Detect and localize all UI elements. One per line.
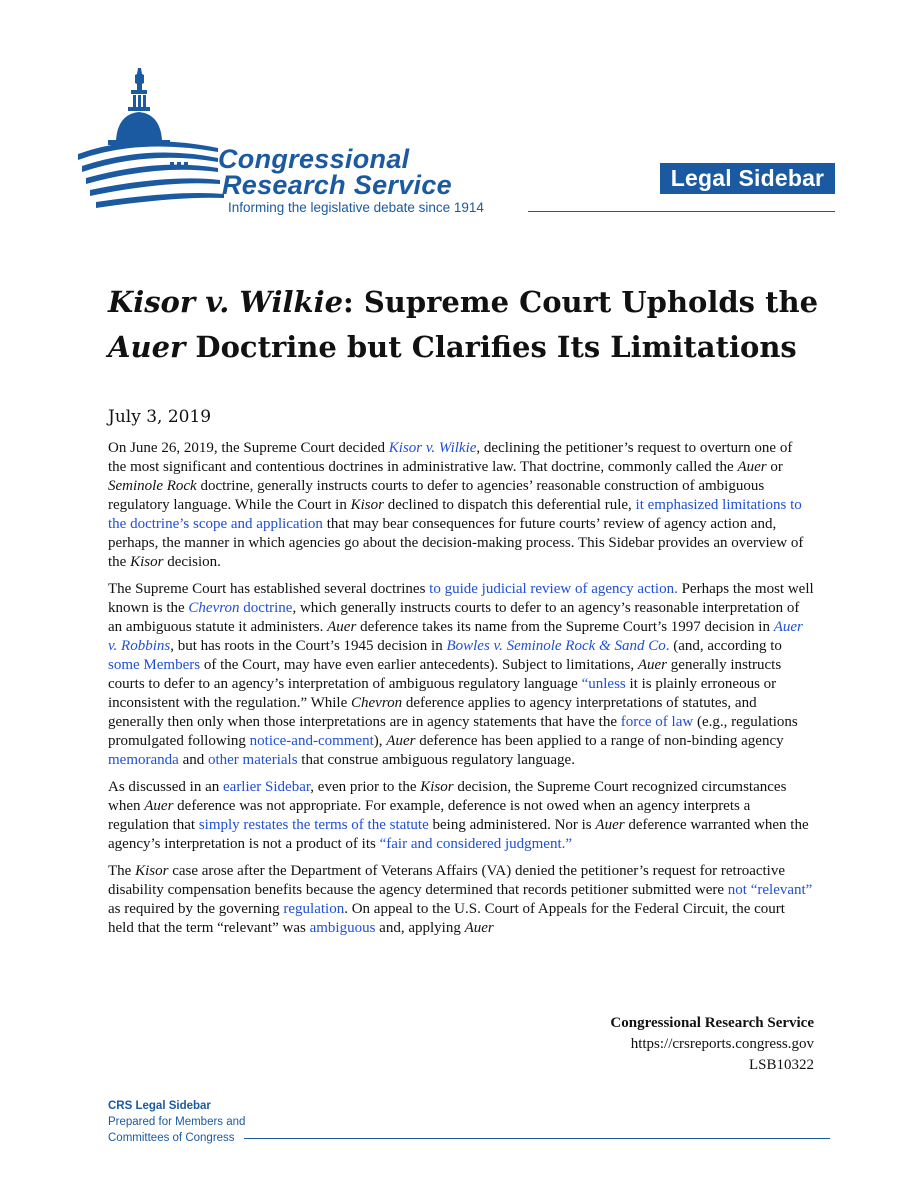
inline-link[interactable]: Auer v. Robbins	[108, 619, 803, 654]
text-run: deference applies to agency interpretations of statutes, and generally then only when those interpretations are in agency statements that have the	[108, 695, 757, 730]
footer-divider	[244, 1138, 830, 1139]
inline-link[interactable]: other materials	[207, 752, 298, 768]
text-run: and, applying	[375, 920, 465, 936]
series-label	[108, 1098, 245, 1146]
text-run: deference takes its name from the Supreme Court’s 1997 decision in	[356, 619, 774, 635]
title-text-1: : Supreme Court Upholds the	[343, 285, 819, 319]
text-run: Kisor	[130, 554, 164, 570]
text-run: that construe ambiguous regulatory language.	[297, 752, 575, 768]
text-run: it is plainly erroneous or inconsistent with the regulation.” While	[108, 676, 777, 711]
inline-link[interactable]: notice-and-comment	[249, 733, 374, 749]
page-title	[108, 280, 828, 370]
text-run: Auer	[595, 817, 625, 833]
header-divider	[528, 211, 835, 212]
series-title: CRS Legal Sidebar	[108, 1100, 211, 1112]
text-run: Auer	[737, 459, 767, 475]
text-run: Kisor	[420, 779, 454, 795]
text-run: The	[108, 863, 136, 879]
text-run: Auer	[464, 920, 494, 936]
text-run: Auer	[637, 657, 668, 673]
text-run: . On appeal to the U.S. Court of Appeals for the Federal Circuit, the court held that the term “relevant” was	[108, 901, 785, 936]
text-run: doctrine, generally instructs courts to defer to agencies’ reasonable construction of ambiguous regulatory language. While the Court in	[108, 478, 765, 513]
text-run: , which generally instructs courts to defer to an agency’s reasonable interpretation of an ambiguous statute it administers.	[108, 600, 800, 635]
org-tagline: Informing the legislative debate since 1914	[228, 200, 484, 215]
text-run: decision, the Supreme Court recognized circumstances when	[108, 779, 787, 814]
inline-link[interactable]: to guide judicial review of agency action.	[429, 581, 678, 597]
inline-link[interactable]: Bowles v. Seminole Rock & Sand Co	[446, 638, 666, 654]
inline-link[interactable]: doctrine	[239, 600, 293, 616]
text-run: ),	[373, 733, 387, 749]
series-subtitle-2: Committees of Congress	[108, 1132, 235, 1144]
text-run: and	[178, 752, 208, 768]
inline-link[interactable]: Chevron	[188, 600, 240, 616]
inline-link[interactable]: earlier Sidebar	[223, 779, 311, 795]
footer-org: Congressional Research Service	[610, 1015, 814, 1031]
title-case-name: Kisor v. Wilkie	[108, 285, 344, 319]
text-run: The Supreme Court has established several doctrines	[108, 581, 430, 597]
inline-link[interactable]: memoranda	[108, 752, 179, 768]
report-footer	[610, 1013, 814, 1076]
text-run: Kisor	[350, 497, 384, 513]
text-run: (and, according to	[669, 638, 782, 654]
text-run: , even prior to the	[310, 779, 421, 795]
text-run: Auer	[144, 798, 174, 814]
text-run: or	[766, 459, 783, 475]
title-doctrine-name: Auer	[108, 330, 186, 364]
inline-link[interactable]: “fair and considered judgment.”	[379, 836, 573, 852]
text-run: Chevron	[351, 695, 403, 711]
publication-date: July 3, 2019	[108, 407, 212, 427]
inline-link[interactable]: Kisor v. Wilkie	[388, 440, 477, 456]
inline-link[interactable]: not “relevant”	[727, 882, 813, 898]
article-body	[108, 439, 814, 946]
text-run: of the Court, may have even earlier antecedents). Subject to limitations,	[200, 657, 638, 673]
text-run: case arose after the Department of Veterans Affairs (VA) denied the petitioner’s request for retroactive disability compensation benefits because the agency determined that records petitioner submitted were	[108, 863, 785, 898]
paragraph	[108, 439, 814, 572]
text-run: Auer	[327, 619, 357, 635]
org-name-line1: Congressional	[218, 144, 410, 174]
paragraph	[108, 778, 814, 854]
legal-sidebar-badge: Legal Sidebar	[660, 163, 835, 194]
text-run: decision.	[163, 554, 221, 570]
footer-url[interactable]: https://crsreports.congress.gov	[630, 1036, 814, 1052]
text-run: as required by the governing	[108, 901, 284, 917]
footer-report-id: LSB10322	[748, 1057, 814, 1073]
inline-link[interactable]: .	[665, 638, 670, 654]
text-run: , but has roots in the Court’s 1945 decision in	[170, 638, 447, 654]
text-run: declined to dispatch this deferential rule,	[383, 497, 636, 513]
inline-link[interactable]: simply restates the terms of the statute	[198, 817, 429, 833]
text-run: generally instructs courts to defer to an agency’s interpretation of ambiguous regulatory language	[108, 657, 782, 692]
text-run: deference was not appropriate. For example, deference is not owed when an agency interprets a regulation that	[108, 798, 751, 833]
text-run: Kisor	[135, 863, 169, 879]
text-run: that may bear consequences for future courts’ review of agency action and, perhaps, the manner in which agencies go about the decision-making process. This Sidebar provides an overview of the	[108, 516, 804, 570]
text-run: Perhaps the most well known is the	[108, 581, 814, 616]
inline-link[interactable]: some Members	[108, 657, 201, 673]
text-run: , declining the petitioner’s request to overturn one of the most significant and contentious doctrines in administrative law. That doctrine, commonly called the	[108, 440, 793, 475]
text-run: As discussed in an	[108, 779, 223, 795]
text-run: deference has been applied to a range of non-binding agency	[415, 733, 784, 749]
inline-link[interactable]: “unless	[581, 676, 626, 692]
title-text-2: Doctrine but Clarifies Its Limitations	[185, 330, 797, 364]
inline-link[interactable]: force of law	[620, 714, 694, 730]
inline-link[interactable]: it emphasized limitations to the doctrine’s scope and application	[108, 497, 802, 532]
paragraph	[108, 862, 814, 938]
org-name-line2: Research Service	[222, 170, 452, 200]
text-run: deference warranted when the agency’s interpretation is not a product of its	[108, 817, 809, 852]
series-subtitle-1: Prepared for Members and	[108, 1116, 246, 1128]
text-run: Seminole Rock	[108, 478, 197, 494]
text-run: Auer	[386, 733, 416, 749]
inline-link[interactable]: regulation	[283, 901, 345, 917]
paragraph	[108, 580, 814, 770]
inline-link[interactable]: ambiguous	[309, 920, 376, 936]
text-run: On June 26, 2019, the Supreme Court decided	[108, 440, 389, 456]
text-run: being administered. Nor is	[428, 817, 596, 833]
text-run: (e.g., regulations promulgated following	[108, 714, 798, 749]
